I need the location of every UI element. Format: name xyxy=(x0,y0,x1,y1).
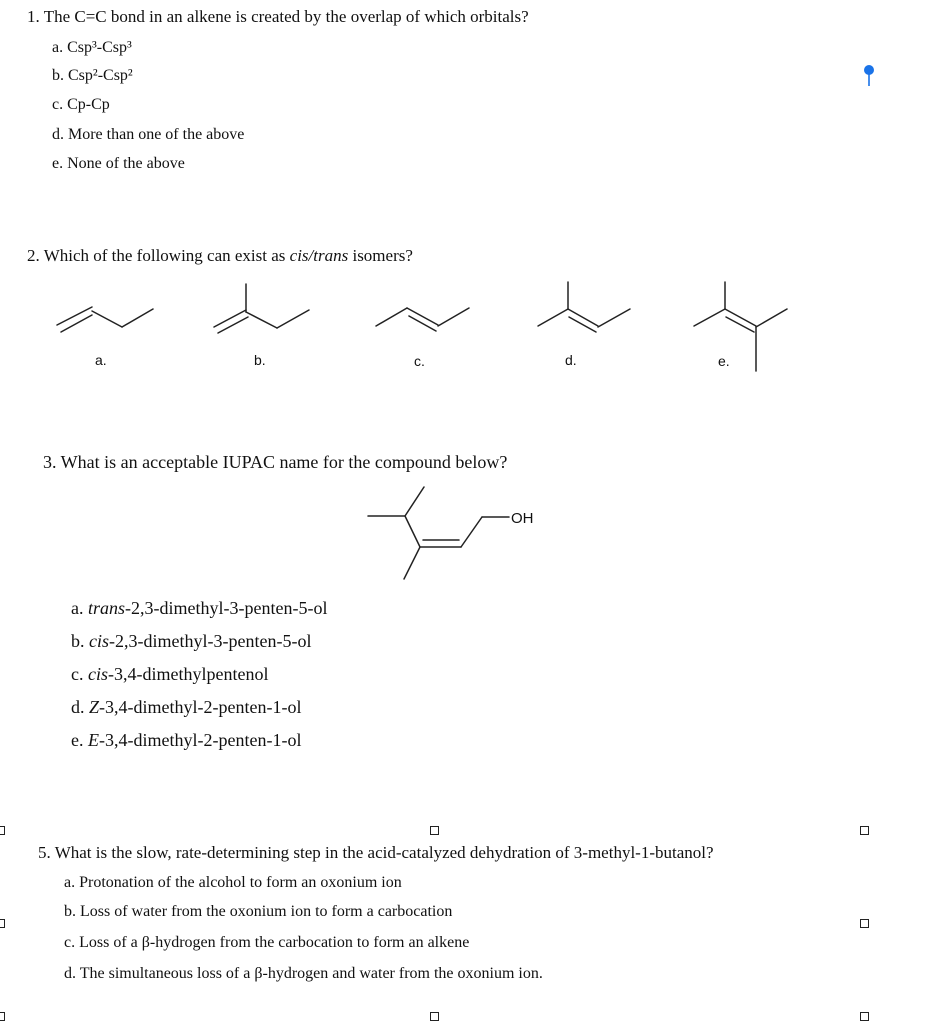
q1-option-e: e. None of the above xyxy=(52,155,185,172)
q5-option-d[interactable]: d. The simultaneous loss of a β-hydrogen and water from the oxonium ion. xyxy=(64,965,543,982)
q3-question: 3. What is an acceptable IUPAC name for the compound below? xyxy=(43,452,508,472)
resize-handle-icon[interactable] xyxy=(860,1012,869,1021)
resize-handle-icon[interactable] xyxy=(860,919,869,928)
resize-handle-icon[interactable] xyxy=(0,919,5,928)
q3-option-b xyxy=(71,631,311,652)
q3-option-d xyxy=(71,697,301,718)
q2-label-c: c. xyxy=(414,353,425,369)
q2-question-suffix: isomers? xyxy=(348,246,413,265)
q2-label-e: e. xyxy=(718,353,730,369)
q5-option-a[interactable]: a. Protonation of the alcohol to form an oxonium ion xyxy=(64,874,402,891)
q3-option-c xyxy=(71,664,268,685)
resize-handle-icon[interactable] xyxy=(860,826,869,835)
q2-question-italic: cis/trans xyxy=(289,246,349,265)
q3-option-e xyxy=(71,730,301,751)
q1-option-a: a. Csp³-Csp³ xyxy=(52,39,132,56)
q3-option-a-prefix: a. xyxy=(71,598,88,618)
resize-handle-icon[interactable] xyxy=(430,1012,439,1021)
q1-option-d: d. More than one of the above xyxy=(52,126,245,143)
q1-question: 1. The C=C bond in an alkene is created by the overlap of which orbitals? xyxy=(27,7,529,26)
q3-option-b-prefix: b. xyxy=(71,631,89,651)
q3-option-e-italic: E xyxy=(88,730,99,750)
resize-handle-icon[interactable] xyxy=(0,1012,5,1021)
q3-option-d-italic: Z xyxy=(89,697,100,717)
q3-option-d-prefix: d. xyxy=(71,697,89,717)
q2-label-a: a. xyxy=(95,352,107,368)
q2-label-b: b. xyxy=(254,352,266,368)
q3-option-e-rest: -3,4-dimethyl-2-penten-1-ol xyxy=(99,730,302,750)
q3-option-b-italic: cis xyxy=(89,631,109,651)
q5-option-c[interactable]: c. Loss of a β-hydrogen from the carbocation to form an alkene xyxy=(64,934,470,951)
q3-option-a xyxy=(71,598,327,619)
q3-option-c-rest: -3,4-dimethylpentenol xyxy=(108,664,269,684)
q3-option-c-prefix: c. xyxy=(71,664,88,684)
q3-option-c-italic: cis xyxy=(88,664,108,684)
q3-option-d-rest: -3,4-dimethyl-2-penten-1-ol xyxy=(99,697,302,717)
q2-question-prefix: 2. Which of the following can exist as xyxy=(27,246,290,265)
q5-question[interactable]: 5. What is the slow, rate-determining step in the acid-catalyzed dehydration of 3-methyl-1-butanol? xyxy=(38,843,714,862)
q3-option-a-rest: -2,3-dimethyl-3-penten-5-ol xyxy=(125,598,328,618)
q5-option-b[interactable]: b. Loss of water from the oxonium ion to form a carbocation xyxy=(64,903,453,920)
q3-option-e-prefix: e. xyxy=(71,730,88,750)
resize-handle-icon[interactable] xyxy=(0,826,5,835)
q1-option-c: c. Cp-Cp xyxy=(52,96,110,113)
q3-option-b-rest: -2,3-dimethyl-3-penten-5-ol xyxy=(109,631,312,651)
q1-option-b: b. Csp²-Csp² xyxy=(52,67,133,84)
q3-option-a-italic: trans xyxy=(88,598,126,618)
q2-label-d: d. xyxy=(565,352,577,368)
resize-handle-icon[interactable] xyxy=(430,826,439,835)
q3-oh-label: OH xyxy=(511,510,534,527)
